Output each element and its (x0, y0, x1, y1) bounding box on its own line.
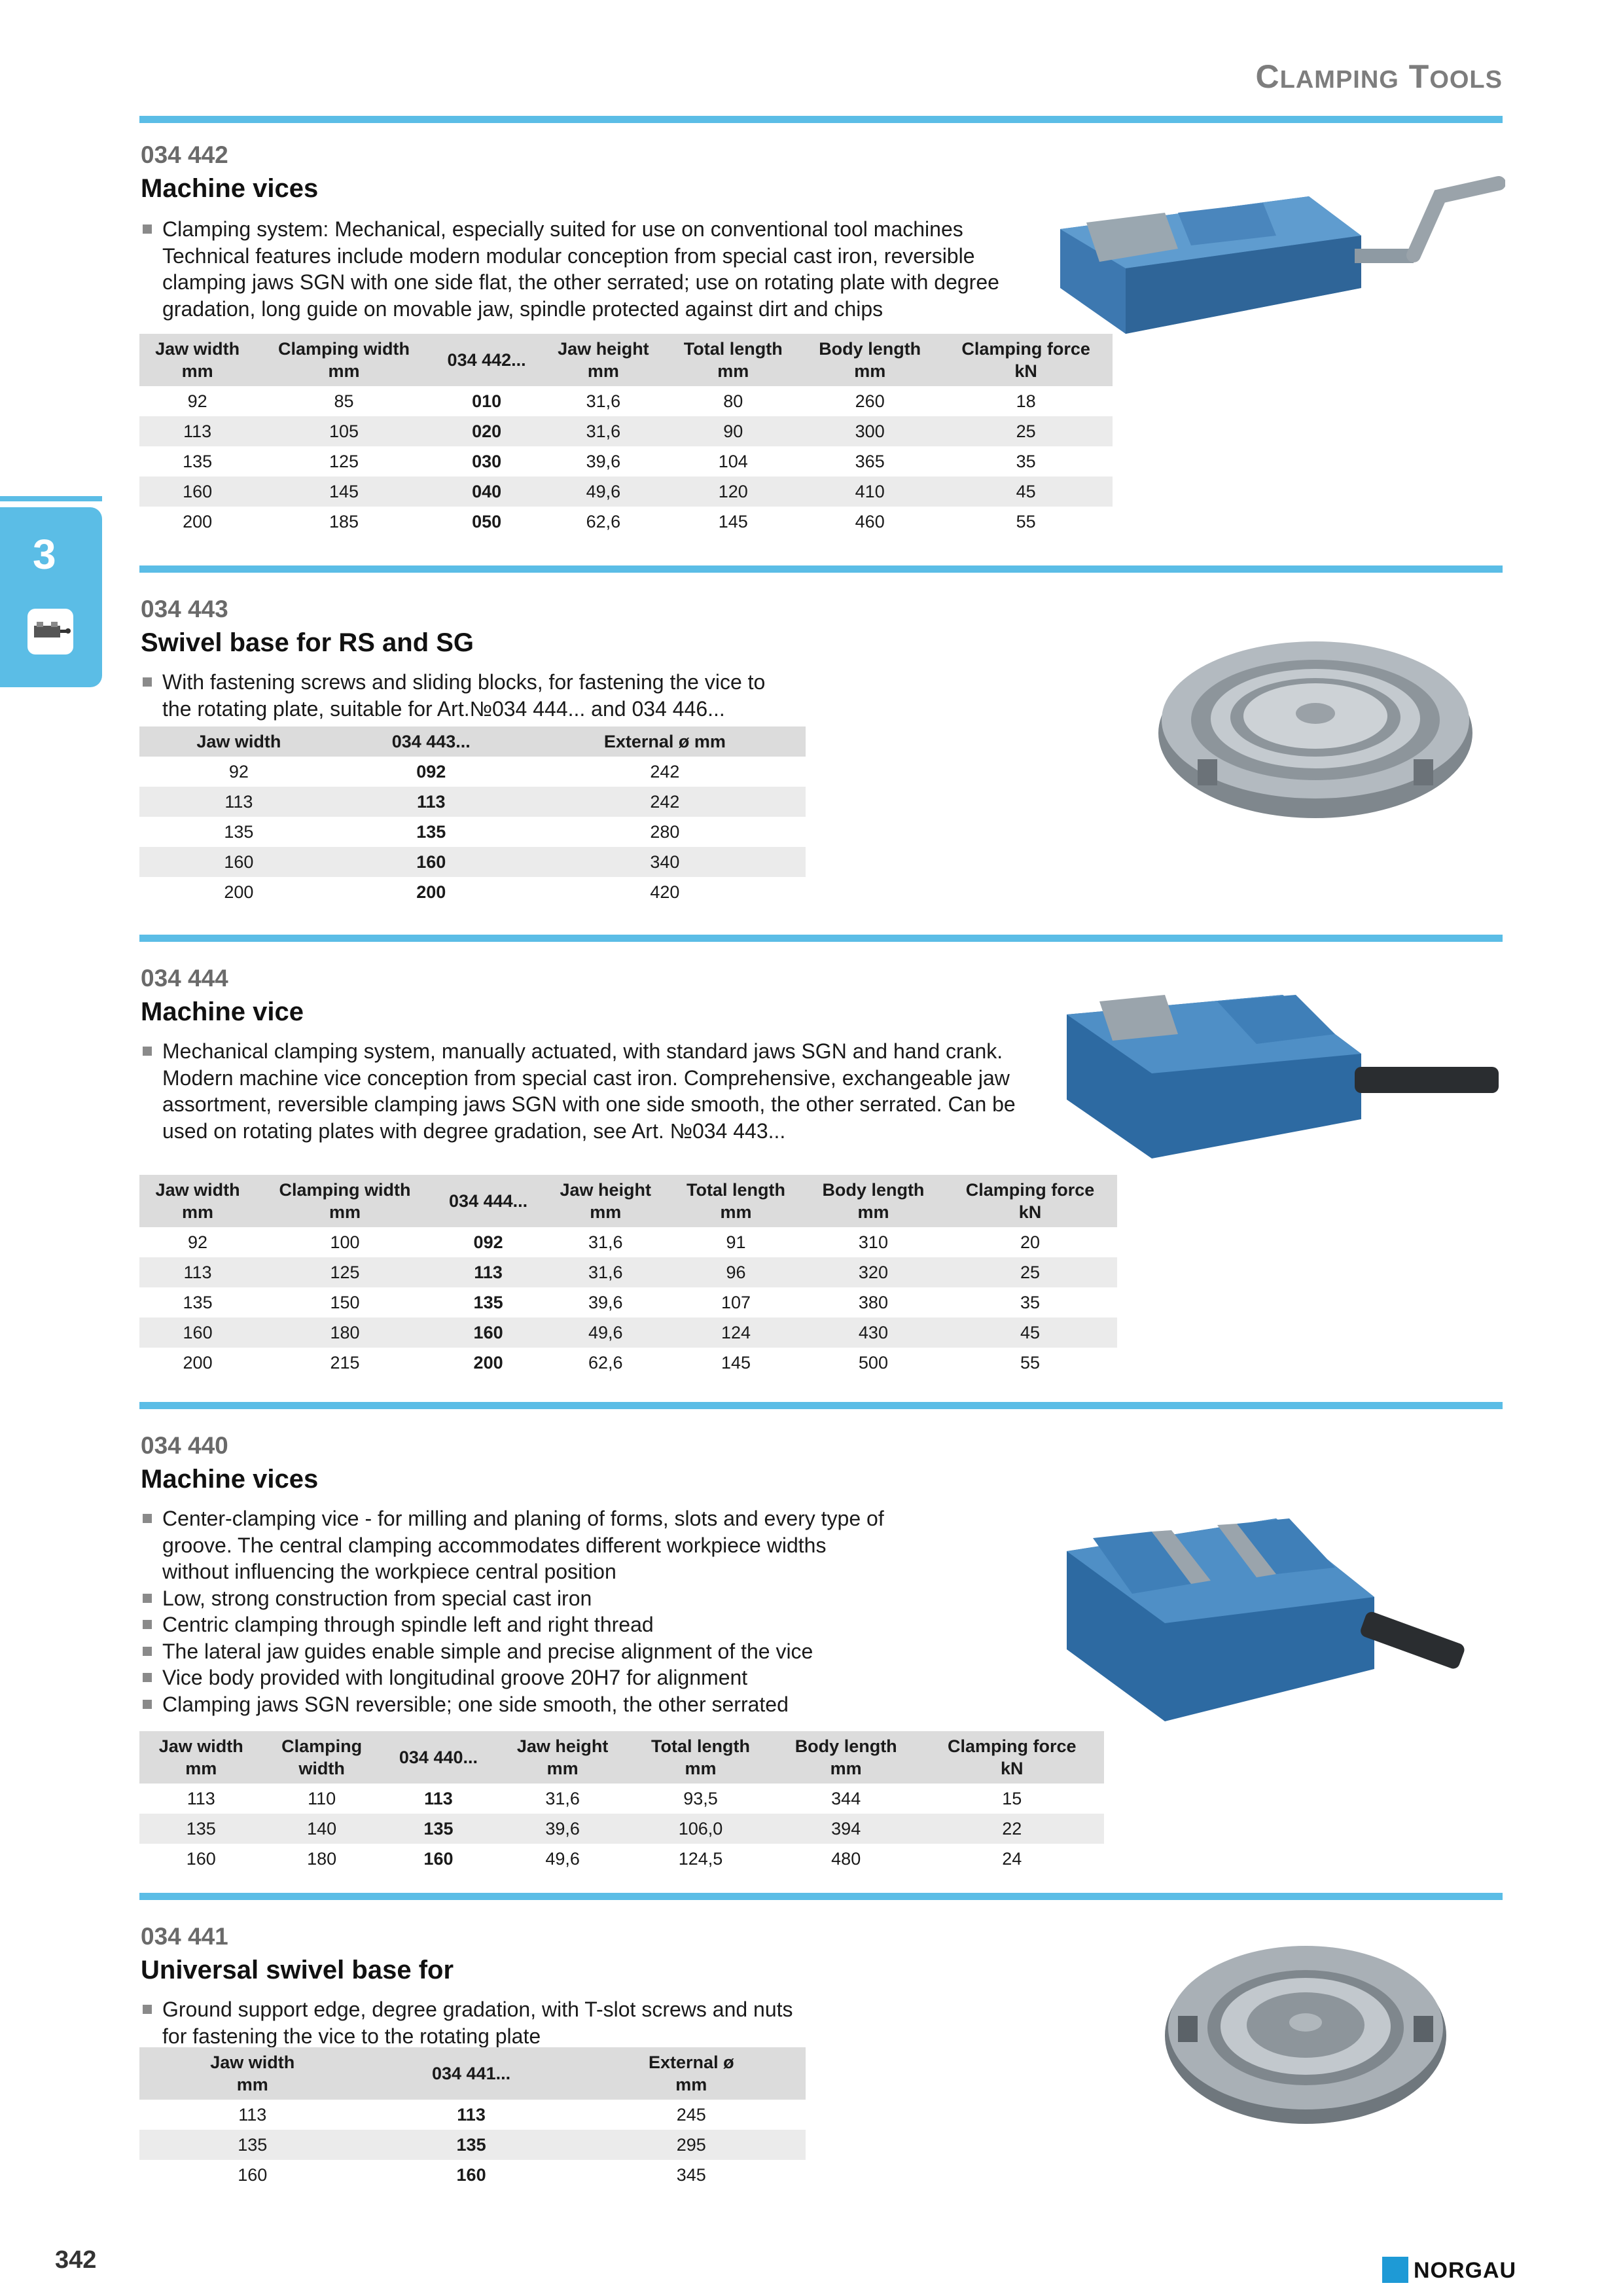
col-header: Clamping width (263, 1731, 381, 1784)
col-header: Total length mm (666, 334, 800, 386)
bullet-item: Centric clamping through spindle left and right thread (143, 1611, 889, 1638)
table-row (139, 2130, 806, 2160)
section-title: Machine vices (141, 1465, 319, 1494)
cell: 145 (721, 1352, 751, 1372)
cell: 120 (666, 476, 800, 507)
cell: 106,0 (629, 1814, 772, 1844)
col-header: Body length mm (804, 1175, 943, 1227)
article-code: 160 (423, 1848, 454, 1869)
cell: 145 (255, 476, 432, 507)
col-header: 034 442... (433, 334, 541, 386)
cell: 160 (238, 2164, 268, 2185)
article-code: 040 (433, 476, 541, 507)
col-header: Clamping width mm (256, 1175, 434, 1227)
table-row (139, 1227, 1117, 1257)
cell: 113 (187, 1788, 215, 1808)
cell: 113 (238, 2104, 267, 2125)
cell: 110 (308, 1788, 336, 1808)
cell: 140 (263, 1814, 381, 1844)
table-row (139, 787, 806, 817)
col-header: Jaw width mm (139, 1731, 263, 1784)
table-row (139, 817, 806, 847)
table-row (139, 476, 1113, 507)
col-header: Jaw height mm (496, 1731, 629, 1784)
bullet-item: The lateral jaw guides enable simple and precise alignment of the vice (143, 1638, 889, 1665)
article-code: 135 (366, 2130, 577, 2160)
table-row (139, 1318, 1117, 1348)
col-header: Jaw height mm (541, 334, 666, 386)
cell: 31,6 (586, 391, 621, 411)
cell: 35 (1016, 451, 1036, 471)
article-code: 135 (416, 821, 446, 842)
bullet-item: Low, strong construction from special cast iron (143, 1585, 889, 1612)
cell: 39,6 (588, 1292, 623, 1312)
bullet-item: With fastening screws and sliding blocks, for fastening the vice to the rotating plate, suitable for Art.№034 444... and 034 446... (143, 669, 771, 722)
cell: 85 (334, 391, 354, 411)
cell: 125 (329, 451, 359, 471)
table-row (139, 507, 1113, 537)
page-number: 342 (55, 2246, 97, 2274)
col-header: Jaw width mm (139, 334, 255, 386)
center-clamping-vice-photo (1060, 1479, 1505, 1731)
table-row (139, 1287, 1117, 1318)
article-code: 020 (433, 416, 541, 446)
spec-table (139, 1175, 1117, 1378)
table-header-row (139, 726, 806, 757)
cell: 345 (676, 2164, 706, 2185)
table-row (139, 2100, 806, 2130)
cell: 135 (183, 451, 213, 471)
cell: 113 (139, 1257, 256, 1287)
cell: 180 (256, 1318, 434, 1348)
cell: 245 (676, 2104, 706, 2125)
table-header-row (139, 1731, 1104, 1784)
header-rule (139, 116, 1503, 123)
cell: 200 (183, 511, 213, 531)
cell: 113 (139, 416, 255, 446)
article-code: 092 (416, 761, 446, 781)
cell: 180 (307, 1848, 337, 1869)
col-header: Jaw width mm (139, 1175, 256, 1227)
brand-name: NORGAU (1414, 2258, 1517, 2283)
section-title: Universal swivel base for (141, 1956, 454, 1984)
col-header: 034 444... (434, 1175, 543, 1227)
universal-swivel-base-photo (1158, 1931, 1453, 2130)
cell: 90 (666, 416, 800, 446)
article-code: 092 (473, 1232, 503, 1252)
col-header: External ø mm (524, 726, 806, 757)
col-header: 034 441... (366, 2047, 577, 2100)
cell: 96 (668, 1257, 804, 1287)
col-header: Total length mm (629, 1731, 772, 1784)
table-row (139, 1348, 1117, 1378)
cell: 45 (943, 1318, 1117, 1348)
cell: 93,5 (683, 1788, 718, 1808)
cell: 160 (139, 847, 338, 877)
cell: 420 (650, 882, 680, 902)
bullet-item: Center-clamping vice - for milling and planing of forms, slots and every type of groove. The central clamping accommodates different workpiece widths without influencing the workpiece central position (143, 1505, 889, 1585)
section-divider (139, 1402, 1503, 1409)
article-code: 160 (456, 2164, 486, 2185)
cell: 62,6 (588, 1352, 623, 1372)
article-code: 010 (472, 391, 502, 411)
spec-table (139, 2047, 806, 2190)
section-title: Swivel base for RS and SG (141, 628, 474, 657)
cell: 92 (228, 761, 249, 781)
cell: 260 (855, 391, 885, 411)
bullet-list (143, 216, 1020, 322)
table-row (139, 386, 1113, 416)
bullet-item: Clamping jaws SGN reversible; one side smooth, the other serrated (143, 1691, 889, 1718)
col-header: Clamping force kN (943, 1175, 1117, 1227)
table-row (139, 1257, 1117, 1287)
cell: 295 (577, 2130, 806, 2160)
table-row (139, 1784, 1104, 1814)
cell: 430 (804, 1318, 943, 1348)
section-divider (139, 1893, 1503, 1900)
cell: 145 (718, 511, 748, 531)
table-header-row (139, 334, 1113, 386)
brand-square-icon (1382, 2257, 1408, 2283)
cell: 22 (920, 1814, 1104, 1844)
article-code: 050 (472, 511, 502, 531)
cell: 62,6 (586, 511, 621, 531)
cell: 105 (255, 416, 432, 446)
vice-icon (27, 609, 73, 655)
cell: 31,6 (543, 1257, 668, 1287)
spec-table (139, 1731, 1104, 1874)
cell: 92 (187, 391, 207, 411)
table-header-row (139, 1175, 1117, 1227)
article-code: 200 (473, 1352, 503, 1372)
cell: 24 (1002, 1848, 1022, 1869)
cell: 92 (188, 1232, 208, 1252)
col-header: 034 443... (338, 726, 524, 757)
col-header: 034 440... (381, 1731, 496, 1784)
article-code: 135 (381, 1814, 496, 1844)
col-header: Body length mm (800, 334, 939, 386)
section-code: 034 443 (141, 596, 228, 622)
col-header: Clamping force kN (939, 334, 1113, 386)
cell: 242 (650, 761, 680, 781)
table-row (139, 2160, 806, 2190)
cell: 18 (1016, 391, 1036, 411)
cell: 135 (224, 821, 254, 842)
machine-vice-photo (1047, 157, 1505, 357)
col-header: Clamping width mm (255, 334, 432, 386)
article-code: 200 (416, 882, 446, 902)
section-title: Machine vice (141, 997, 304, 1026)
cell: 25 (939, 416, 1113, 446)
cell: 280 (650, 821, 680, 842)
col-header: Total length mm (668, 1175, 804, 1227)
table-row (139, 847, 806, 877)
cell: 344 (831, 1788, 861, 1808)
bullet-item: Mechanical clamping system, manually actuated, with standard jaws SGN and hand crank. Modern machine vice conception from special cast iron. Comprehensive, exchangeable jaw assortment, reversible clamping jaws SGN with one side smooth, the other serrated. Can be used on rotating plates with degree gradation, see Art. №034 443... (143, 1038, 1033, 1144)
cell: 135 (139, 1814, 263, 1844)
section-divider (139, 565, 1503, 573)
bullet-list (143, 1505, 889, 1717)
section-divider (139, 935, 1503, 942)
cell: 107 (721, 1292, 751, 1312)
cell: 55 (1016, 511, 1036, 531)
spec-table (139, 334, 1113, 537)
cell: 45 (939, 476, 1113, 507)
cell: 100 (330, 1232, 360, 1252)
cell: 31,6 (541, 416, 666, 446)
cell: 185 (329, 511, 359, 531)
article-code: 113 (424, 1788, 453, 1808)
swivel-base-photo (1152, 628, 1479, 828)
cell: 365 (855, 451, 885, 471)
cell: 200 (224, 882, 254, 902)
bullet-list (143, 1996, 797, 2049)
cell: 124,5 (678, 1848, 723, 1869)
bullet-list (143, 669, 771, 722)
bullet-item: Ground support edge, degree gradation, with T-slot screws and nuts for fastening the vice to the rotating plate (143, 1996, 797, 2049)
cell: 49,6 (545, 1848, 580, 1869)
cell: 125 (256, 1257, 434, 1287)
col-header: Body length mm (772, 1731, 920, 1784)
col-header: Jaw height mm (543, 1175, 668, 1227)
cell: 380 (858, 1292, 888, 1312)
cell: 15 (1002, 1788, 1022, 1808)
cell: 394 (772, 1814, 920, 1844)
article-code: 113 (457, 2104, 486, 2125)
cell: 480 (831, 1848, 861, 1869)
article-code: 160 (434, 1318, 543, 1348)
cell: 49,6 (541, 476, 666, 507)
cell: 150 (330, 1292, 360, 1312)
cell: 215 (330, 1352, 360, 1372)
cell: 35 (1020, 1292, 1041, 1312)
col-header: Jaw width mm (139, 2047, 366, 2100)
table-row (139, 446, 1113, 476)
cell: 49,6 (543, 1318, 668, 1348)
article-code: 113 (338, 787, 524, 817)
table-row (139, 1814, 1104, 1844)
cell: 25 (943, 1257, 1117, 1287)
cell: 39,6 (586, 451, 621, 471)
chapter-number: 3 (33, 531, 56, 578)
cell: 135 (183, 1292, 213, 1312)
cell: 310 (858, 1232, 888, 1252)
article-code: 135 (473, 1292, 503, 1312)
cell: 460 (855, 511, 885, 531)
section-title: Machine vices (141, 174, 319, 203)
cell: 160 (139, 476, 255, 507)
table-row (139, 1844, 1104, 1874)
spec-table (139, 726, 806, 907)
bullet-item: Clamping system: Mechanical, especially suited for use on conventional tool machines Technical features include modern modular conception from special cast iron, reversible clamping jaws SGN with one side flat, the other serrated; use on rotating plate with degree gradation, long guide on movable jaw, spindle protected against dirt and chips (143, 216, 1020, 322)
cell: 124 (668, 1318, 804, 1348)
table-row (139, 416, 1113, 446)
cell: 55 (1020, 1352, 1041, 1372)
article-code: 160 (338, 847, 524, 877)
table-row (139, 877, 806, 907)
table-row (139, 757, 806, 787)
cell: 31,6 (588, 1232, 623, 1252)
section-code: 034 440 (141, 1432, 228, 1459)
section-header-title: CLAMPING TOOLS (1255, 58, 1503, 95)
section-code: 034 442 (141, 141, 228, 168)
side-tab-line (0, 496, 102, 501)
cell: 39,6 (496, 1814, 629, 1844)
cell: 113 (139, 787, 338, 817)
cell: 500 (858, 1352, 888, 1372)
cell: 410 (800, 476, 939, 507)
cell: 91 (726, 1232, 746, 1252)
section-code: 034 444 (141, 965, 228, 992)
cell: 340 (524, 847, 806, 877)
col-header: Jaw width (139, 726, 338, 757)
cell: 104 (718, 451, 748, 471)
cell: 320 (804, 1257, 943, 1287)
cell: 20 (1020, 1232, 1041, 1252)
cell: 242 (524, 787, 806, 817)
table-header-row (139, 2047, 806, 2100)
cell: 31,6 (545, 1788, 580, 1808)
bullet-list (143, 1038, 1033, 1144)
machine-vice-photo (1060, 975, 1505, 1175)
section-code: 034 441 (141, 1923, 228, 1950)
col-header: External ø mm (577, 2047, 806, 2100)
cell: 80 (723, 391, 743, 411)
cell: 300 (800, 416, 939, 446)
bullet-item: Vice body provided with longitudinal groove 20H7 for alignment (143, 1664, 889, 1691)
cell: 160 (139, 1318, 256, 1348)
article-code: 030 (472, 451, 502, 471)
cell: 135 (139, 2130, 366, 2160)
col-header: Clamping force kN (920, 1731, 1104, 1784)
article-code: 113 (434, 1257, 543, 1287)
cell: 200 (183, 1352, 213, 1372)
cell: 160 (186, 1848, 216, 1869)
